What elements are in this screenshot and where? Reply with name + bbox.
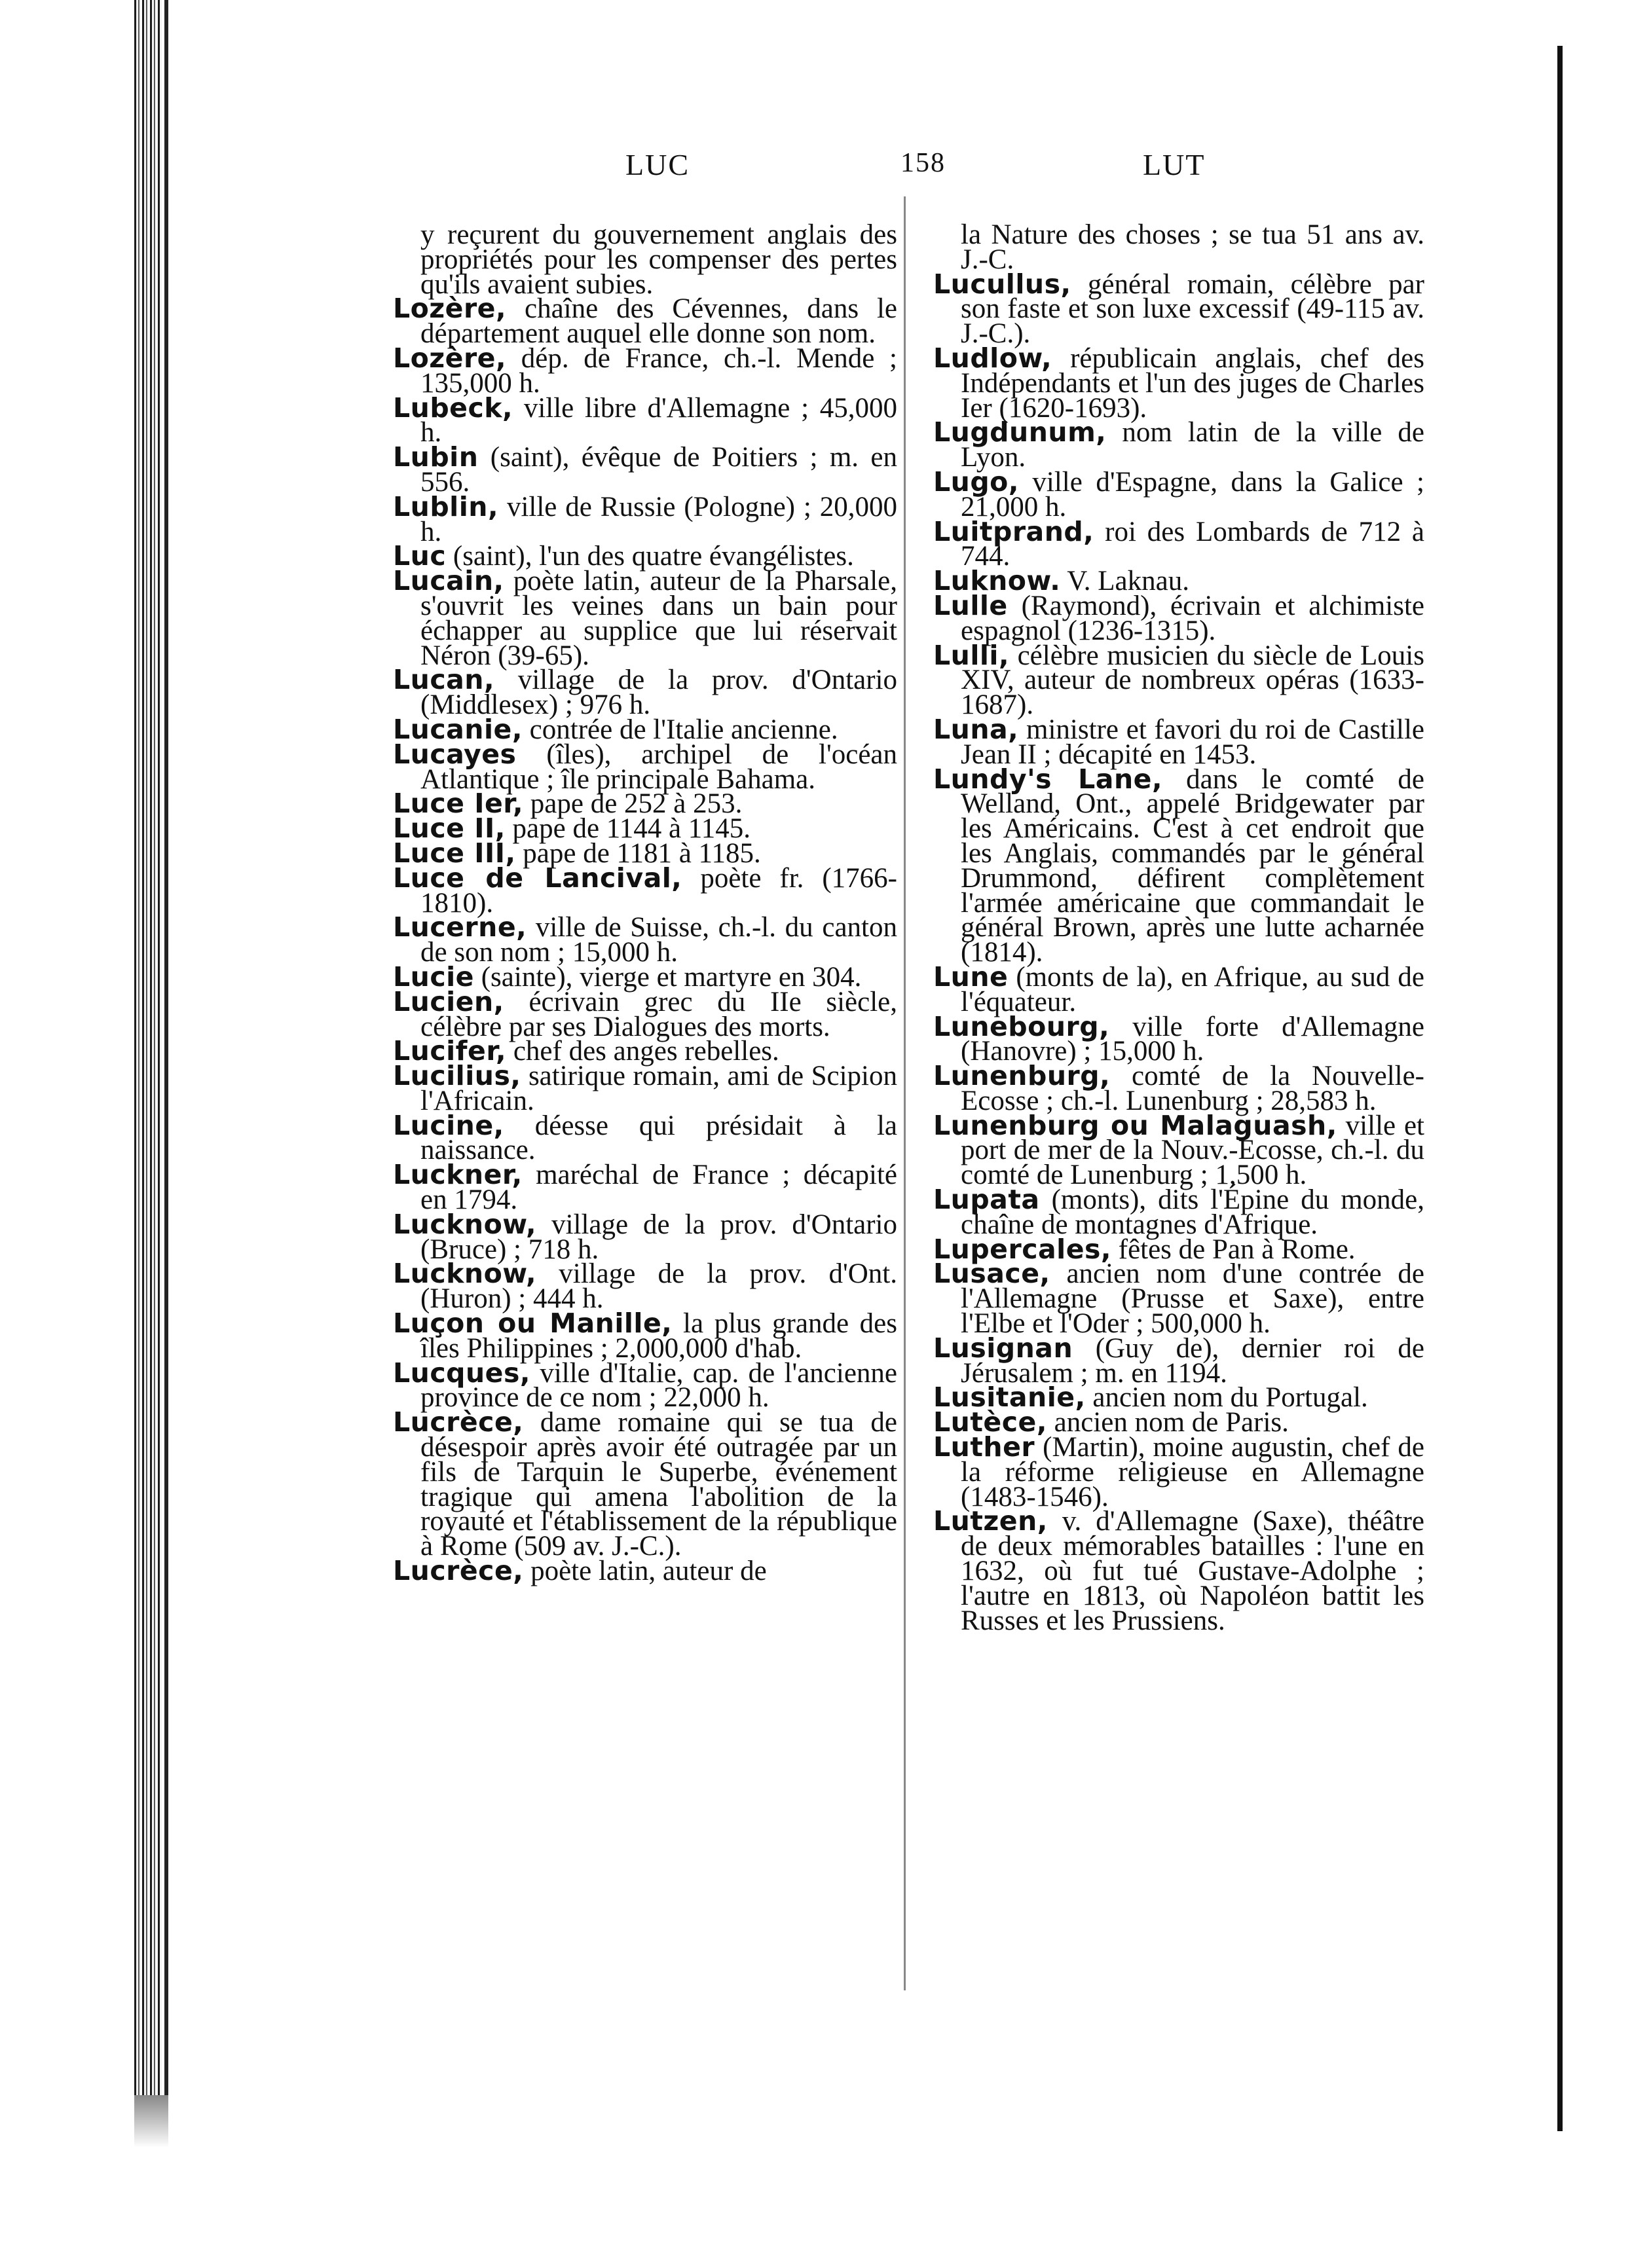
entry-definition: républicain anglais, chef des Indépendants et l'un des juges de Charles Ier (1620-1693).	[961, 342, 1424, 424]
entry-definition: ville et port de mer de la Nouv.-Ecosse, ch.-l. du comté de Lunenburg ; 1,500 h.	[961, 1110, 1424, 1191]
entry-headword: Lupata	[933, 1184, 1040, 1216]
entry-headword: Luce de Lancival,	[393, 862, 682, 894]
entry-definition: la plus grande des îles Philippines ; 2,000,000 d'hab.	[420, 1308, 897, 1364]
dictionary-entry	[393, 862, 898, 919]
entry-headword: Luçon ou Manille,	[393, 1308, 673, 1340]
entry-headword: Lupercales,	[933, 1233, 1111, 1265]
entry-headword: Lutzen,	[933, 1505, 1048, 1537]
entry-definition: (monts), dits l'Épine du monde, chaîne de montagnes d'Afrique.	[961, 1184, 1425, 1240]
dictionary-entry	[933, 639, 1424, 721]
dictionary-entry	[393, 1308, 897, 1364]
entry-definition: chef des anges rebelles.	[513, 1036, 779, 1067]
entry-definition: ville d'Espagne, dans la Galice ; 21,000 h.	[961, 466, 1424, 522]
entry-headword: Lune	[933, 960, 1009, 993]
entry-definition: poète latin, auteur de	[530, 1556, 767, 1587]
page-edge-shadow	[134, 2095, 168, 2148]
dictionary-entry	[393, 911, 897, 968]
dictionary-entry	[393, 1406, 898, 1562]
entry-definition: ville libre d'Allemagne ; 45,000 h.	[420, 392, 897, 448]
entry-definition: ville forte d'Allemagne (Hanovre) ; 15,000 h.	[961, 1011, 1424, 1067]
entry-definition: maréchal de France ; décapité en 1794.	[420, 1160, 897, 1216]
dictionary-entry	[933, 1332, 1425, 1389]
dictionary-entry	[933, 342, 1424, 424]
entry-headword: Lucknow,	[393, 1208, 537, 1240]
dictionary-entry	[393, 738, 898, 795]
entry-headword: Lucknow,	[393, 1258, 537, 1290]
dictionary-entry	[933, 466, 1424, 522]
entry-headword: Lucie	[393, 960, 474, 993]
dictionary-entry	[393, 565, 897, 671]
dictionary-entry	[933, 960, 1424, 1017]
entry-headword: Lucain,	[393, 565, 504, 597]
dictionary-entry	[933, 1431, 1424, 1512]
entry-definition: ancien nom du Portugal.	[1092, 1382, 1368, 1414]
entry-headword: Lozère,	[393, 342, 507, 374]
entry-definition: (Martin), moine augustin, chef de la réforme religieuse en Allemagne (1483-1546).	[961, 1432, 1424, 1512]
entry-headword: Lundy's Lane,	[933, 763, 1163, 795]
dictionary-entry	[393, 490, 898, 547]
entry-headword: Lulle	[933, 589, 1008, 621]
dictionary-entry	[933, 1010, 1424, 1067]
entry-definition: dans le comté de Welland, Ont., appelé Bridgewater par les Américains. C'est à cet endroit que les Anglais, commandés par le général Drummond, défirent complètement l'armée américaine que commandait le général Brown, après une lutte acharnée (1814).	[961, 763, 1425, 968]
entry-headword: Luckner,	[393, 1159, 523, 1191]
dictionary-entry	[393, 392, 897, 448]
entry-headword: Lucullus,	[933, 268, 1071, 300]
entry-definition: contrée de l'Italie ancienne.	[529, 714, 838, 745]
entry-headword: Lubeck,	[393, 392, 513, 424]
dictionary-entry	[933, 219, 1424, 275]
entry-headword: Lugdunum,	[933, 416, 1107, 448]
entry-definition: (Guy de), dernier roi de Jérusalem ; m. en 1194.	[961, 1332, 1425, 1389]
entry-headword: Lublin,	[393, 490, 499, 522]
entry-definition: dame romaine qui se tua de désespoir après avoir été outragée par un fils de Tarquin le Superbe, événement tragique qui amena l'abolition de la royauté et l'établissement de la république à Rome (509 av. J.-C.).	[420, 1407, 898, 1562]
entry-headword: Lucques,	[393, 1357, 530, 1389]
entry-headword: Lugo,	[933, 466, 1019, 498]
dictionary-entry	[933, 1060, 1424, 1116]
entry-definition: déesse qui présidait à la naissance.	[420, 1110, 897, 1166]
entry-headword: Lucayes	[393, 738, 517, 770]
dictionary-entry	[933, 713, 1425, 770]
entry-headword: Lubin	[393, 441, 479, 473]
entry-headword: Luna,	[933, 713, 1019, 745]
dictionary-entry	[393, 985, 897, 1042]
entry-definition: ministre et favori du roi de Castille Jean II ; décapité en 1453.	[961, 714, 1425, 770]
entry-definition: pape de 252 à 253.	[530, 788, 743, 820]
entry-definition: satirique romain, ami de Scipion l'Africain.	[420, 1061, 897, 1116]
dictionary-entry	[393, 219, 897, 300]
entry-definition: général romain, célèbre par son faste et son luxe excessif (49-115 av. J.-C.).	[961, 268, 1424, 350]
entry-headword: Luce Ier,	[393, 788, 524, 820]
entry-definition: célèbre musicien du siècle de Louis XIV, auteur de nombreux opéras (1633-1687).	[961, 640, 1424, 721]
entry-definition: poète latin, auteur de la Pharsale, s'ouvrit les veines dans un bain pour échapper au supplice que lui réservait Néron (39-65).	[420, 566, 897, 671]
entry-headword: Lucan,	[393, 664, 495, 696]
entry-definition: dép. de France, ch.-l. Mende ; 135,000 h.	[420, 342, 898, 399]
dictionary-entry	[933, 763, 1425, 968]
dictionary-entry	[933, 1258, 1425, 1340]
page-border-line	[164, 0, 168, 2108]
entry-headword: Lutèce,	[933, 1406, 1047, 1438]
entry-definition: chaîne des Cévennes, dans le département auquel elle donne son nom.	[420, 293, 898, 350]
dictionary-entry	[393, 1208, 897, 1265]
dictionary-entry	[933, 1184, 1425, 1240]
dictionary-entry	[393, 1159, 897, 1216]
entry-headword: Lucine,	[393, 1109, 504, 1141]
dictionary-entry	[393, 441, 897, 498]
entry-definition: V. Laknau.	[1067, 566, 1189, 597]
entry-definition: village de la prov. d'Ont. (Huron) ; 444 h.	[420, 1258, 897, 1315]
entry-headword: Lucrèce,	[393, 1406, 524, 1438]
entry-definition: pape de 1144 à 1145.	[512, 813, 751, 845]
dictionary-entry	[933, 268, 1424, 350]
entry-headword: Lusace,	[933, 1258, 1050, 1290]
entry-definition: ville d'Italie, cap. de l'ancienne province de ce nom ; 22,000 h.	[420, 1357, 897, 1414]
left-column	[393, 219, 898, 1587]
running-head-right: LUT	[1143, 148, 1206, 181]
entry-headword: Luther	[933, 1431, 1035, 1463]
entry-definition: (monts de la), en Afrique, au sud de l'équateur.	[961, 961, 1424, 1017]
page-number: 158	[900, 148, 946, 178]
entry-definition: écrivain grec du IIe siècle, célèbre par ses Dialogues des morts.	[420, 986, 897, 1042]
entry-definition: nom latin de la ville de Lyon.	[961, 417, 1424, 473]
entry-definition: (saint), évêque de Poitiers ; m. en 556.	[420, 442, 897, 498]
entry-definition: poète fr. (1766-1810).	[420, 862, 898, 919]
entry-definition: y reçurent du gouvernement anglais des propriétés pour les compenser des pertes qu'ils avaient subies.	[420, 219, 897, 300]
dictionary-entry	[393, 1258, 897, 1315]
entry-definition: ancien nom d'une contrée de l'Allemagne (Prusse et Saxe), entre l'Elbe et l'Oder ; 500,000 h.	[961, 1258, 1425, 1340]
entry-definition: la Nature des choses ; se tua 51 ans av. J.-C.	[961, 219, 1424, 275]
entry-headword: Luitprand,	[933, 515, 1094, 547]
entry-headword: Luknow.	[933, 565, 1061, 597]
entry-definition: comté de la Nouvelle-Ecosse ; ch.-l. Lunenburg ; 28,583 h.	[961, 1061, 1424, 1116]
entry-definition: ville de Suisse, ch.-l. du canton de son nom ; 15,000 h.	[420, 912, 897, 968]
entry-definition: (Raymond), écrivain et alchimiste espagnol (1236-1315).	[961, 590, 1424, 646]
entry-definition: ville de Russie (Pologne) ; 20,000 h.	[420, 491, 898, 547]
entry-headword: Ludlow,	[933, 342, 1052, 374]
dictionary-entry	[393, 1555, 897, 1587]
entry-headword: Lucifer,	[393, 1035, 507, 1067]
entry-headword: Lunenburg,	[933, 1060, 1111, 1092]
entry-headword: Lusignan	[933, 1332, 1073, 1364]
entry-definition: (îles), archipel de l'océan Atlantique ; île principale Bahama.	[420, 739, 898, 795]
dictionary-entry	[393, 1109, 897, 1166]
entry-definition: v. d'Allemagne (Saxe), théâtre de deux mémorables batailles : l'une en 1632, où fut tué Gustave-Adolphe ; l'autre en 1813, où Napoléon battit les Russes et les Prussiens.	[961, 1506, 1424, 1636]
dictionary-entry	[393, 293, 898, 350]
entry-headword: Luce III,	[393, 837, 516, 869]
entry-headword: Lozère,	[393, 293, 507, 325]
entry-headword: Lucrèce,	[393, 1555, 524, 1587]
dictionary-entry	[393, 1357, 897, 1414]
dictionary-entry	[393, 342, 898, 399]
entry-headword: Lucanie,	[393, 713, 523, 745]
column-divider	[904, 196, 906, 1990]
entry-headword: Luce II,	[393, 813, 506, 845]
entry-definition: village de la prov. d'Ontario (Bruce) ; 718 h.	[420, 1209, 897, 1265]
dictionary-entry	[933, 1109, 1424, 1191]
entry-headword: Lucien,	[393, 985, 504, 1017]
right-margin-rule	[1557, 46, 1563, 2131]
entry-headword: Luc	[393, 540, 447, 572]
entry-definition: (sainte), vierge et martyre en 304.	[481, 961, 862, 993]
dictionary-entry	[393, 1060, 897, 1116]
entry-definition: fêtes de Pan à Rome.	[1118, 1234, 1356, 1265]
entry-definition: ancien nom de Paris.	[1054, 1407, 1289, 1438]
dictionary-entry	[393, 664, 898, 721]
entry-headword: Lusitanie,	[933, 1381, 1086, 1414]
entry-definition: (saint), l'un des quatre évangélistes.	[453, 541, 854, 572]
right-column	[933, 219, 1425, 1636]
running-head-left: LUC	[625, 148, 690, 181]
entry-definition: pape de 1181 à 1185.	[523, 837, 761, 869]
entry-headword: Lunenburg ou Malaguash,	[933, 1109, 1337, 1141]
book-page-edge	[134, 0, 162, 2108]
entry-definition: roi des Lombards de 712 à 744.	[961, 516, 1424, 572]
entry-headword: Lucerne,	[393, 911, 527, 943]
entry-headword: Lucilius,	[393, 1060, 521, 1092]
entry-headword: Lulli,	[933, 639, 1010, 671]
entry-headword: Lunebourg,	[933, 1010, 1110, 1042]
dictionary-entry	[933, 1505, 1424, 1636]
dictionary-entry	[933, 515, 1424, 572]
entry-definition: village de la prov. d'Ontario (Middlesex) ; 976 h.	[420, 665, 898, 721]
dictionary-entry	[933, 589, 1424, 646]
dictionary-entry	[933, 416, 1424, 473]
